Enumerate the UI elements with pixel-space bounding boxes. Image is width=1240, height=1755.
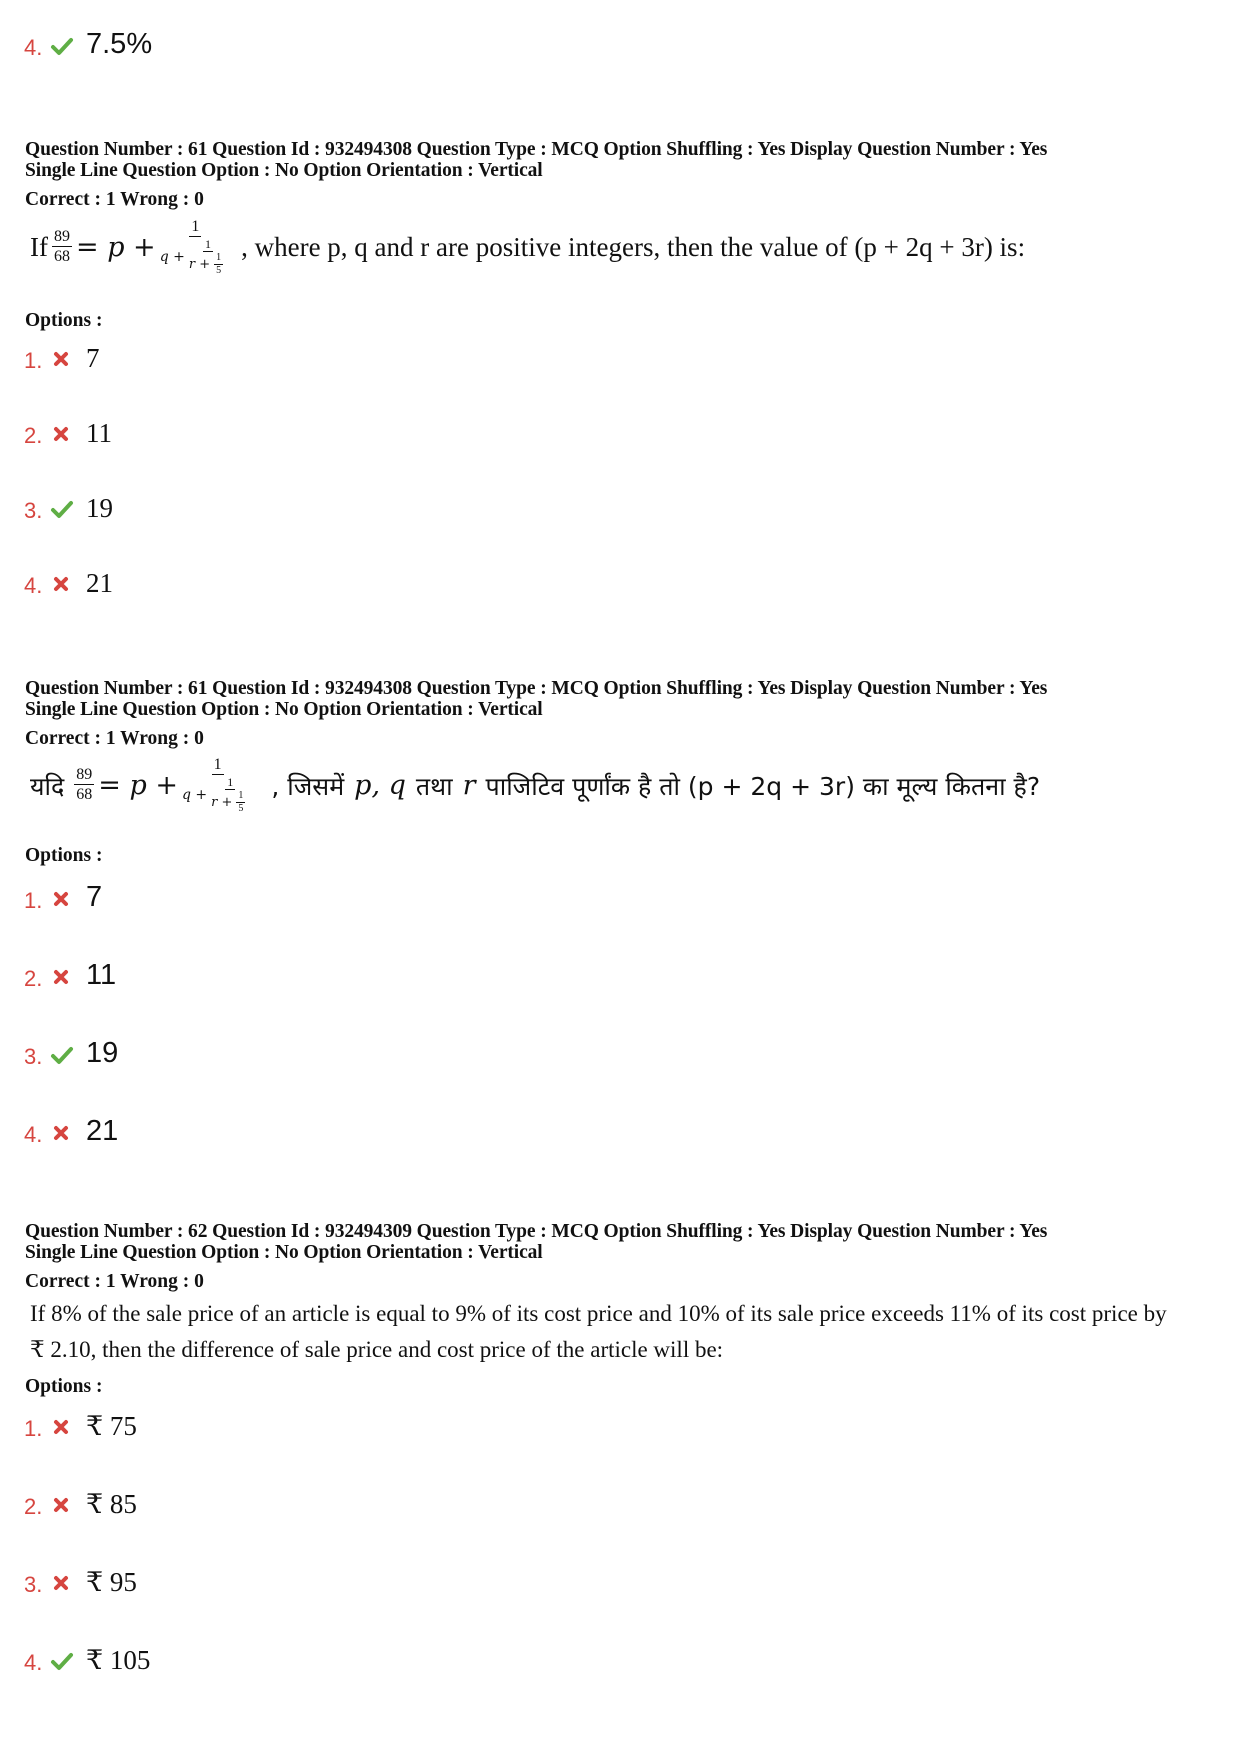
options-label: Options : [25, 1376, 103, 1397]
continued-fraction: 1 q + 1 r + $\frac{1}{5}$ [159, 218, 222, 276]
option-2: 2. ₹ 85 [24, 1489, 137, 1519]
continued-fraction: 1 q + 1 r + $\frac{1}{5}$ [181, 756, 244, 814]
question-text: If $\frac{89}{68}$ = p + 1 q + 1 r + $\frac{1}{5}$ , where p, q and r are positive integers, then the value of (p + 2q + 3r) is: [30, 218, 1026, 276]
option-2: 2. 11 [24, 959, 117, 991]
question-meta: Question Number : 61 Question Id : 932494308 Question Type : MCQ Option Shuffling : Yes Display Question Number : Yes Single Line Question Option : No Option Orientation : Vertical [25, 139, 1048, 181]
check-icon [50, 1044, 74, 1066]
option-4: 4. 21 [24, 568, 113, 598]
option-1: 1. 7 [24, 881, 103, 913]
option-text: 7.5% [86, 28, 153, 60]
cross-icon [50, 1572, 74, 1594]
check-icon [50, 1650, 74, 1672]
option-3: 3. 19 [24, 493, 113, 523]
correct-wrong: Correct : 1 Wrong : 0 [25, 1271, 204, 1292]
cross-icon [50, 888, 74, 910]
cross-icon [50, 423, 74, 445]
option-3: 3. 19 [24, 1037, 119, 1069]
cross-icon [50, 348, 74, 370]
options-label: Options : [25, 310, 103, 331]
options-label: Options : [25, 845, 103, 866]
option-number: 4. [24, 35, 43, 60]
correct-wrong: Correct : 1 Wrong : 0 [25, 728, 204, 749]
question-text: If 8% of the sale price of an article is equal to 9% of its cost price and 10% of its sale price exceeds 11% of its cost price by ₹ 2.10, then the difference of sale price and cost price of the article will be: [30, 1301, 1167, 1362]
option-1: 1. ₹ 75 [24, 1411, 137, 1441]
cross-icon [50, 573, 74, 595]
cross-icon [50, 1494, 74, 1516]
question-meta: Question Number : 62 Question Id : 932494309 Question Type : MCQ Option Shuffling : Yes Display Question Number : Yes Single Line Question Option : No Option Orientation : Vertical [25, 1221, 1048, 1263]
option-4: 4. 21 [24, 1115, 119, 1147]
question-meta: Question Number : 61 Question Id : 932494308 Question Type : MCQ Option Shuffling : Yes Display Question Number : Yes Single Line Question Option : No Option Orientation : Vertical [25, 678, 1048, 720]
check-icon [50, 498, 74, 520]
cross-icon [50, 1122, 74, 1144]
fraction-89-68: $\frac{89}{68}$ [76, 766, 93, 803]
fraction-89-68: $\frac{89}{68}$ [53, 228, 70, 265]
option-4-previous [24, 30, 152, 59]
correct-wrong: Correct : 1 Wrong : 0 [25, 189, 204, 210]
option-4: 4. ₹ 105 [24, 1645, 151, 1675]
option-2: 2. 11 [24, 418, 112, 448]
cross-icon [50, 1416, 74, 1438]
check-icon [50, 35, 74, 57]
option-3: 3. ₹ 95 [24, 1567, 137, 1597]
option-1: 1. 7 [24, 343, 100, 373]
cross-icon [50, 966, 74, 988]
question-text: यदि $\frac{89}{68}$ = p + 1 q + 1 r + $\frac{1}{5}$ , जिसमें p, q तथा r पाजिटिव पूर्णांक है तो (p + 2q + 3r) का मूल्य कितना है? [30, 756, 1041, 814]
